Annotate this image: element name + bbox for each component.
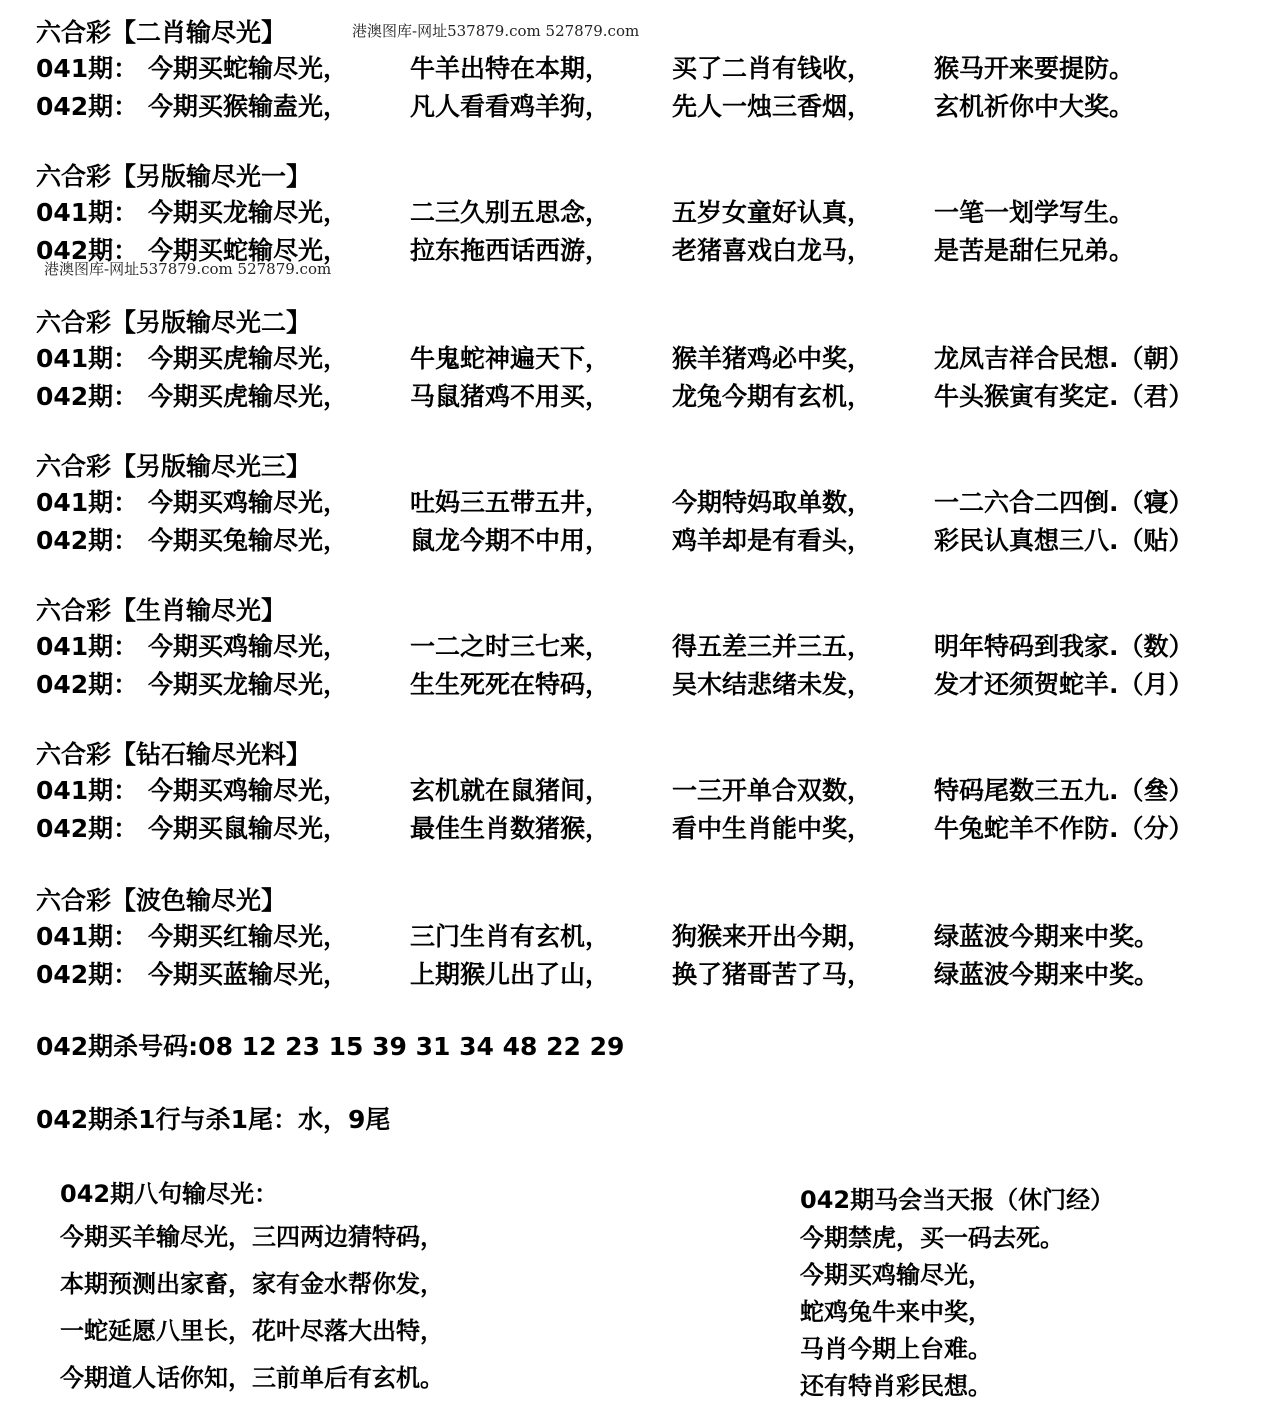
period-label: 041期： [36,488,139,517]
section-zuan-shi [36,738,1256,848]
period-label: 041期： [36,344,139,373]
verse-part: 一二六合二四倒.（寝） [934,488,1194,517]
verse-part: 今期买虎输尽光， [148,382,349,411]
verse-part: 牛鬼蛇神遍天下， [410,344,611,373]
verse-row [36,918,1256,956]
poem-heading: 042期八句输尽光： [60,1180,279,1208]
verse-part: 先人一烛三香烟， [672,92,873,121]
verse-part: 一二之时三七来， [410,632,611,661]
period-label: 041期： [36,776,139,805]
poem-heading: 042期马会当天报（休门经） [800,1186,1115,1214]
verse-part: 今期买虎输尽光， [148,344,349,373]
verse-part: 今期买龙输尽光， [148,198,349,227]
verse-part: 彩民认真想三八.（贴） [934,526,1194,555]
verse-part: 一三开单合双数， [672,776,873,805]
verse-part: 龙兔今期有玄机， [672,382,873,411]
verse-part: 今期买蛇输尽光， [148,236,349,265]
verse-part: 鸡羊却是有看头， [672,526,873,555]
period-label: 041期： [36,632,139,661]
verse-part: 今期买兔输尽光， [148,526,349,555]
verse-part: 今期买鸡输尽光， [148,776,349,805]
section-er-xiao [36,16,1256,126]
poem-line: 今期买鸡输尽光， [800,1261,992,1289]
period-label: 042期： [36,92,139,121]
verse-part: 看中生肖能中奖， [672,814,873,843]
verse-part: 明年特码到我家.（数） [934,632,1194,661]
verse-part: 今期买鼠输尽光， [148,814,349,843]
kill-element-tail: 042期杀1行与杀1尾：水，9尾 [36,1105,391,1134]
section-title: 六合彩【钻石输尽光料】 [36,740,312,769]
verse-part: 牛羊出特在本期， [410,54,611,83]
verse-row [36,810,1256,848]
section-ling-ban-3 [36,450,1256,560]
verse-part: 二三久别五思念， [410,198,611,227]
verse-part: 得五差三并三五， [672,632,873,661]
period-label: 041期： [36,54,139,83]
verse-part: 牛头猴寅有奖定.（君） [934,382,1194,411]
poem-horse-club [800,1180,1114,1405]
period-label: 041期： [36,922,139,951]
section-ling-ban-1 [36,160,1256,270]
section-title: 六合彩【波色输尽光】 [36,886,287,915]
poem-line: 今期买羊输尽光，三四两边猜特码， [60,1223,444,1251]
verse-row [36,956,1256,994]
verse-part: 玄机就在鼠猪间， [410,776,611,805]
watermark: 港澳图库-网址537879.com 527879.com [44,260,332,278]
poem-line: 本期预测出家畜，家有金水帮你发， [60,1270,444,1298]
verse-part: 最佳生肖数猪猴， [410,814,611,843]
period-label: 042期： [36,670,139,699]
period-label: 042期： [36,814,139,843]
verse-part: 老猪喜戏白龙马， [672,236,873,265]
poem-line: 今期禁虎，买一码去死。 [800,1224,1064,1252]
poem-line: 蛇鸡兔牛来中奖， [800,1298,992,1326]
verse-part: 一笔一划学写生。 [934,198,1135,227]
verse-part: 玄机祈你中大奖。 [934,92,1135,121]
verse-part: 吐妈三五带五井， [410,488,611,517]
verse-part: 今期特妈取单数， [672,488,873,517]
period-label: 041期： [36,198,139,227]
verse-part: 今期买蓝输尽光， [148,960,349,989]
verse-part: 凡人看看鸡羊狗， [410,92,611,121]
verse-part: 特码尾数三五九.（叄） [934,776,1194,805]
verse-part: 马鼠猪鸡不用买， [410,382,611,411]
verse-part: 上期猴儿出了山， [410,960,611,989]
section-title: 六合彩【另版输尽光三】 [36,452,312,481]
verse-part: 今期买红输尽光， [148,922,349,951]
verse-part: 发才还须贺蛇羊.（月） [934,670,1194,699]
period-label: 042期： [36,236,139,265]
period-label: 042期： [36,526,139,555]
verse-row [36,666,1256,704]
verse-row [36,194,1256,232]
section-ling-ban-2 [36,306,1256,416]
verse-part: 三门生肖有玄机， [410,922,611,951]
verse-part: 是苦是甜仨兄弟。 [934,236,1135,265]
verse-part: 牛兔蛇羊不作防.（分） [934,814,1194,843]
verse-part: 绿蓝波今期来中奖。 [934,960,1160,989]
verse-part: 五岁女童好认真， [672,198,873,227]
poem-line: 马肖今期上台难。 [800,1335,992,1363]
verse-row [36,88,1256,126]
period-label: 042期： [36,960,139,989]
verse-part: 今期买猴输盍光， [148,92,349,121]
period-label: 042期： [36,382,139,411]
section-title: 六合彩【生肖输尽光】 [36,596,287,625]
verse-part: 今期买蛇输尽光， [148,54,349,83]
verse-part: 换了猪哥苦了马， [672,960,873,989]
verse-part: 鼠龙今期不中用， [410,526,611,555]
verse-part: 买了二肖有钱收， [672,54,873,83]
verse-part: 今期买鸡输尽光， [148,632,349,661]
verse-row [36,628,1256,666]
verse-row [36,772,1256,810]
verse-part: 今期买龙输尽光， [148,670,349,699]
verse-part: 龙凤吉祥合民想.（朝） [934,344,1194,373]
watermark: 港澳图库-网址537879.com 527879.com [352,22,640,40]
section-title: 六合彩【另版输尽光二】 [36,308,312,337]
verse-part: 吴木结悲绪未发， [672,670,873,699]
poem-line: 今期道人话你知，三前单后有玄机。 [60,1364,444,1392]
poem-line: 一蛇延愿八里长，花叶尽落大出特， [60,1317,444,1345]
section-title: 六合彩【另版输尽光一】 [36,162,312,191]
kill-numbers: 042期杀号码:08 12 23 15 39 31 34 48 22 29 [36,1032,625,1061]
section-title: 六合彩【二肖输尽光】 [36,18,287,47]
verse-row [36,522,1256,560]
verse-part: 今期买鸡输尽光， [148,488,349,517]
poem-eight-lines [60,1174,444,1402]
poem-line: 还有特肖彩民想。 [800,1372,992,1400]
verse-part: 猴马开来要提防。 [934,54,1135,83]
verse-part: 狗猴来开出今期， [672,922,873,951]
verse-part: 生生死死在特码， [410,670,611,699]
verse-part: 绿蓝波今期来中奖。 [934,922,1160,951]
verse-row [36,50,1256,88]
verse-row [36,378,1256,416]
verse-part: 猴羊猪鸡必中奖， [672,344,873,373]
verse-part: 拉东拖西话西游， [410,236,611,265]
section-sheng-xiao [36,594,1256,704]
verse-row [36,484,1256,522]
verse-row [36,340,1256,378]
section-bo-se [36,884,1256,994]
